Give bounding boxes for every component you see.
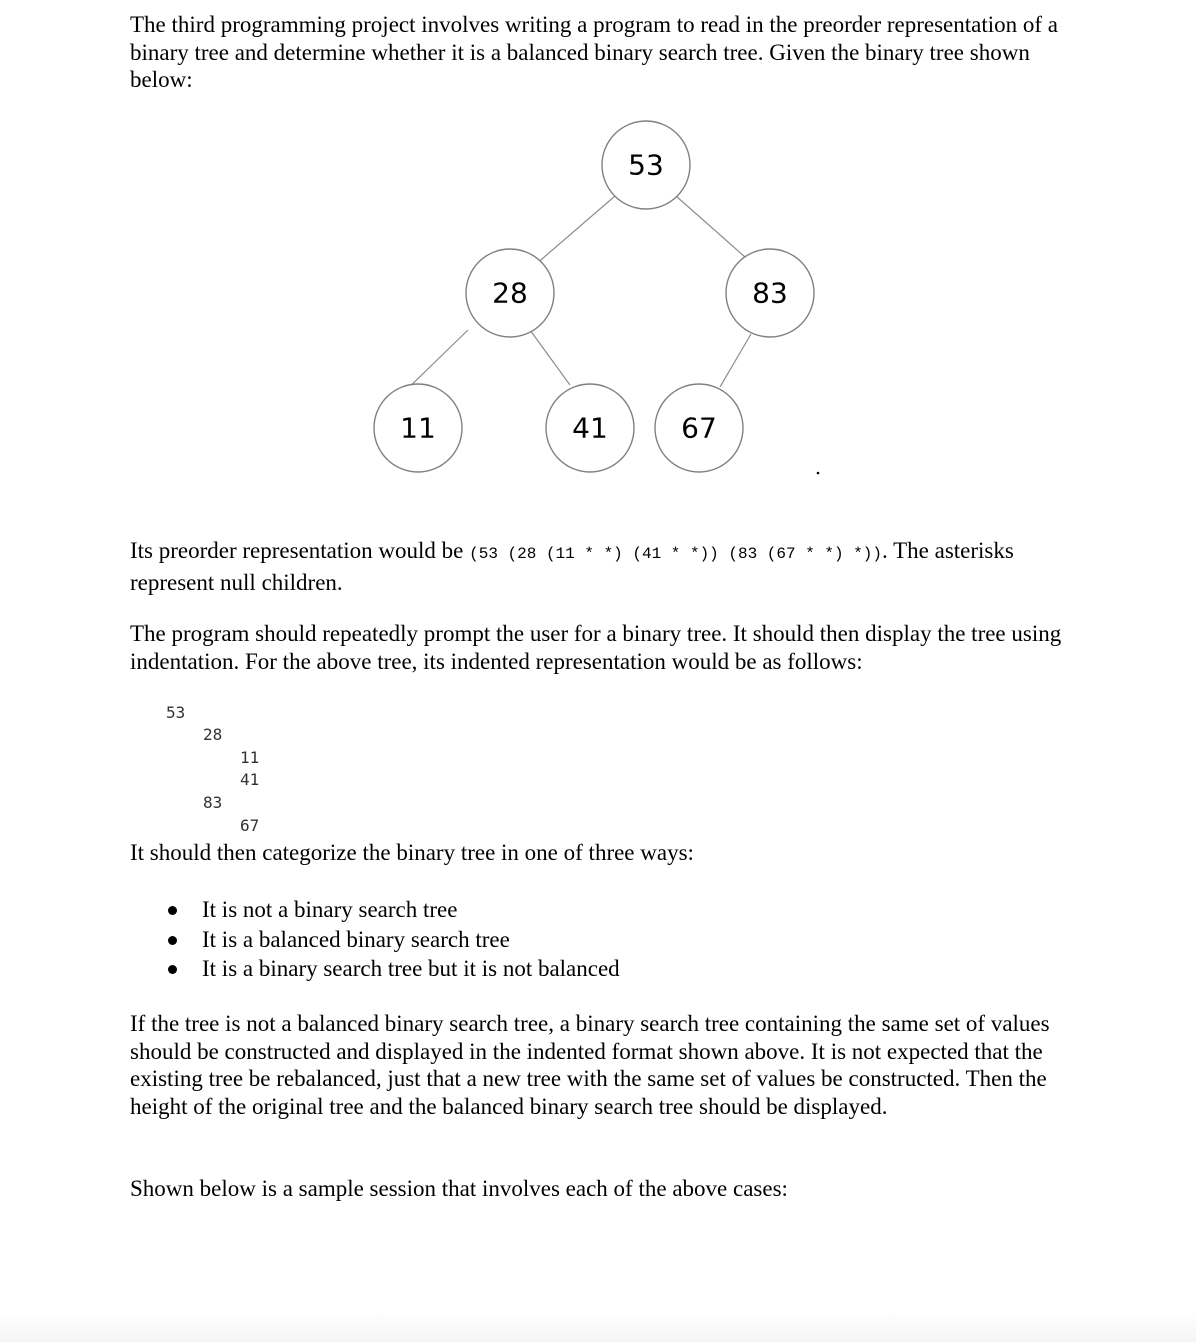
preorder-prefix: Its preorder representation would be [130,538,470,563]
preorder-code: (53 (28 (11 * *) (41 * *)) (83 (67 * *) *)) [469,545,883,563]
preorder-suffix: . The asterisks represent null children. [130,538,1014,595]
binary-tree-diagram [360,112,840,492]
category-text: It is a balanced binary search tree [202,926,510,952]
node-label-11: 11 [400,411,436,445]
tree-node-28 [466,249,554,337]
category-list [160,895,620,984]
stray-dot [817,472,820,475]
page-bottom-edge [0,1312,1196,1342]
indented-line-41: 41 [240,770,260,789]
tree-svg [360,112,840,492]
tree-node-83 [726,249,814,337]
edge-83-67 [720,334,751,387]
bullet-icon [168,965,177,974]
list-item [160,954,620,984]
bullet-icon [168,936,177,945]
categorize-paragraph: It should then categorize the binary tree in one of three ways: [130,840,694,865]
tree-node-53 [602,121,690,209]
preorder-paragraph [130,537,1070,596]
tree-node-41 [546,384,634,472]
intro-paragraph: The third programming project involves writing a program to read in the preorder representation of a binary tree and determine whether it is a balanced binary search tree. Given the binary tree shown below: [130,12,1058,93]
indented-line-67: 67 [240,816,260,835]
bullet-icon [168,906,177,915]
edge-53-28 [535,196,615,265]
node-label-28: 28 [492,276,528,310]
category-text: It is a binary search tree but it is not balanced [202,956,620,981]
tree-node-67 [655,384,743,472]
indented-line-11: 11 [240,748,260,767]
node-label-83: 83 [752,276,788,310]
indented-line-28: 28 [203,725,223,744]
edge-28-41 [530,330,570,385]
prompt-paragraph: The program should repeatedly prompt the user for a binary tree. It should then display the tree using indentation. For the above tree, its indented representation would be as follows: [130,621,1062,674]
edge-53-83 [676,196,745,257]
tree-node-11 [374,384,462,472]
sample-paragraph: Shown below is a sample session that involves each of the above cases: [130,1176,788,1201]
list-item [160,895,620,925]
category-text: It is not a binary search tree [202,897,458,922]
node-label-53: 53 [628,148,664,182]
indented-line-83: 83 [203,793,223,812]
node-label-41: 41 [572,411,608,445]
node-label-67: 67 [681,411,717,445]
list-item [160,925,620,955]
indented-line-53: 53 [166,703,186,722]
rebuild-paragraph: If the tree is not a balanced binary search tree, a binary search tree containing the same set of values should be constructed and displayed in the indented format shown above. It is not expected that the existing tree be rebalanced, just that a new tree with the same set of values be constructed. Then the height of the original tree and the balanced binary search tree should be displayed. [130,1011,1050,1119]
